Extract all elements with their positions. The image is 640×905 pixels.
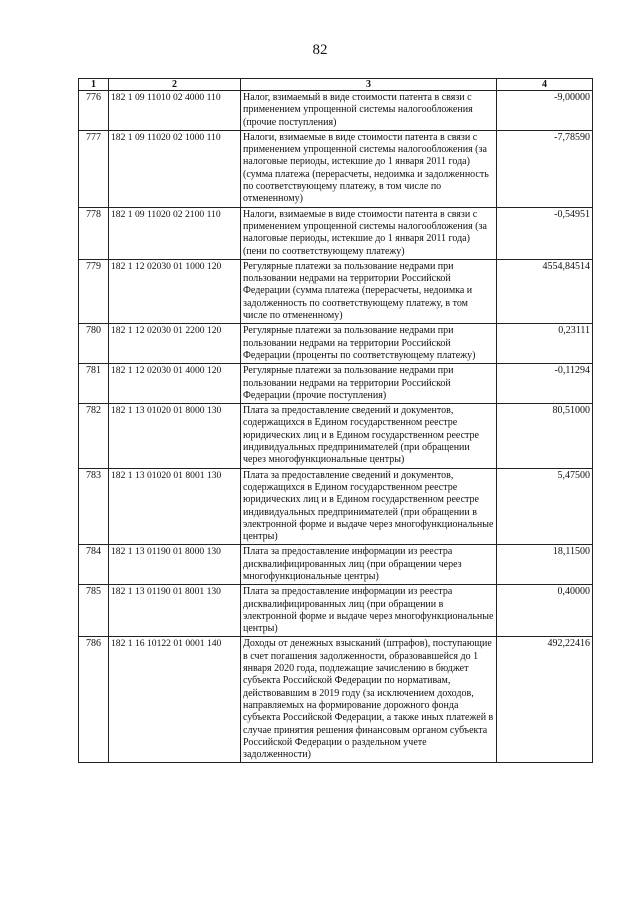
row-number: 782 — [79, 404, 109, 468]
column-header-4: 4 — [497, 79, 593, 91]
table-row — [79, 207, 593, 259]
amount: -0,11294 — [497, 364, 593, 404]
budget-code: 182 1 13 01020 01 8001 130 — [109, 468, 241, 545]
revenue-name: Налоги, взимаемые в виде стоимости патента в связи с применением упрощенной системы налогообложения (за налоговые периоды, истекшие до 1 января 2011 года) (пени по соответствующему платежу) — [241, 207, 497, 259]
row-number: 778 — [79, 207, 109, 259]
row-number: 776 — [79, 91, 109, 131]
revenue-name: Налог, взимаемый в виде стоимости патента в связи с применением упрощенной системы налогообложения (прочие поступления) — [241, 91, 497, 131]
row-number: 786 — [79, 637, 109, 763]
amount: 492,22416 — [497, 637, 593, 763]
amount: -7,78590 — [497, 130, 593, 207]
row-number: 784 — [79, 545, 109, 585]
revenue-name: Плата за предоставление сведений и документов, содержащихся в Едином государственном реестре юридических лиц и в Едином государственном реестре индивидуальных предпринимателей (при обращении в электронной форме и выдаче через многофункциональные центры) — [241, 468, 497, 545]
amount: 80,51000 — [497, 404, 593, 468]
row-number: 783 — [79, 468, 109, 545]
table-row — [79, 259, 593, 323]
table-row — [79, 468, 593, 545]
table-row — [79, 130, 593, 207]
budget-code: 182 1 13 01020 01 8000 130 — [109, 404, 241, 468]
budget-code: 182 1 12 02030 01 2200 120 — [109, 324, 241, 364]
amount: 18,11500 — [497, 545, 593, 585]
revenue-name: Налоги, взимаемые в виде стоимости патента в связи с применением упрощенной системы налогообложения (за налоговые периоды, истекшие до 1 января 2011 года) (сумма платежа (перерасчеты, недоимка и задолженность по соответствующему платежу, в том числе по отмененному) — [241, 130, 497, 207]
revenue-name: Плата за предоставление информации из реестра дисквалифицированных лиц (при обращении через многофункциональные центры) — [241, 545, 497, 585]
amount: -9,00000 — [497, 91, 593, 131]
amount: 0,23111 — [497, 324, 593, 364]
revenue-name: Доходы от денежных взысканий (штрафов), поступающие в счет погашения задолженности, образовавшейся до 1 января 2020 года, подлежащие зачислению в бюджет субъекта Российской Федерации по нормативам, действовавшим в 2019 году (за исключением доходов, направляемых на формирование дорожного фонда субъекта Российской Федерации, а также иных платежей в случае принятия решения финансовым органом субъекта Российской Федерации о раздельном учете задолженности) — [241, 637, 497, 763]
column-header-1: 1 — [79, 79, 109, 91]
revenue-name: Регулярные платежи за пользование недрами при пользовании недрами на территории Российской Федерации (прочие поступления) — [241, 364, 497, 404]
budget-code: 182 1 12 02030 01 1000 120 — [109, 259, 241, 323]
revenue-name: Регулярные платежи за пользование недрами при пользовании недрами на территории Российской Федерации (сумма платежа (перерасчеты, недоимка и задолженность по соответствующему платежу, в том числе по отмененному) — [241, 259, 497, 323]
table-row — [79, 324, 593, 364]
table-row — [79, 585, 593, 637]
revenue-table — [78, 78, 593, 763]
table-row — [79, 637, 593, 763]
revenue-name: Плата за предоставление сведений и документов, содержащихся в Едином государственном реестре юридических лиц и в Едином государственном реестре индивидуальных предпринимателей (при обращении через многофункциональные центры) — [241, 404, 497, 468]
table-row — [79, 364, 593, 404]
row-number: 777 — [79, 130, 109, 207]
column-header-2: 2 — [109, 79, 241, 91]
budget-code: 182 1 09 11020 02 1000 110 — [109, 130, 241, 207]
column-header-3: 3 — [241, 79, 497, 91]
table-row — [79, 91, 593, 131]
budget-code: 182 1 12 02030 01 4000 120 — [109, 364, 241, 404]
row-number: 779 — [79, 259, 109, 323]
revenue-name: Плата за предоставление информации из реестра дисквалифицированных лиц (при обращении в электронной форме и выдаче через многофункциональные центры) — [241, 585, 497, 637]
budget-code: 182 1 09 11010 02 4000 110 — [109, 91, 241, 131]
revenue-name: Регулярные платежи за пользование недрами при пользовании недрами на территории Российской Федерации (проценты по соответствующему платежу) — [241, 324, 497, 364]
budget-code: 182 1 09 11020 02 2100 110 — [109, 207, 241, 259]
row-number: 785 — [79, 585, 109, 637]
amount: 0,40000 — [497, 585, 593, 637]
budget-code: 182 1 16 10122 01 0001 140 — [109, 637, 241, 763]
row-number: 781 — [79, 364, 109, 404]
table-row — [79, 404, 593, 468]
table-header-row — [79, 79, 593, 91]
amount: -0,54951 — [497, 207, 593, 259]
row-number: 780 — [79, 324, 109, 364]
amount: 5,47500 — [497, 468, 593, 545]
budget-code: 182 1 13 01190 01 8000 130 — [109, 545, 241, 585]
page-number: 82 — [312, 42, 328, 58]
budget-code: 182 1 13 01190 01 8001 130 — [109, 585, 241, 637]
table-row — [79, 545, 593, 585]
amount: 4554,84514 — [497, 259, 593, 323]
